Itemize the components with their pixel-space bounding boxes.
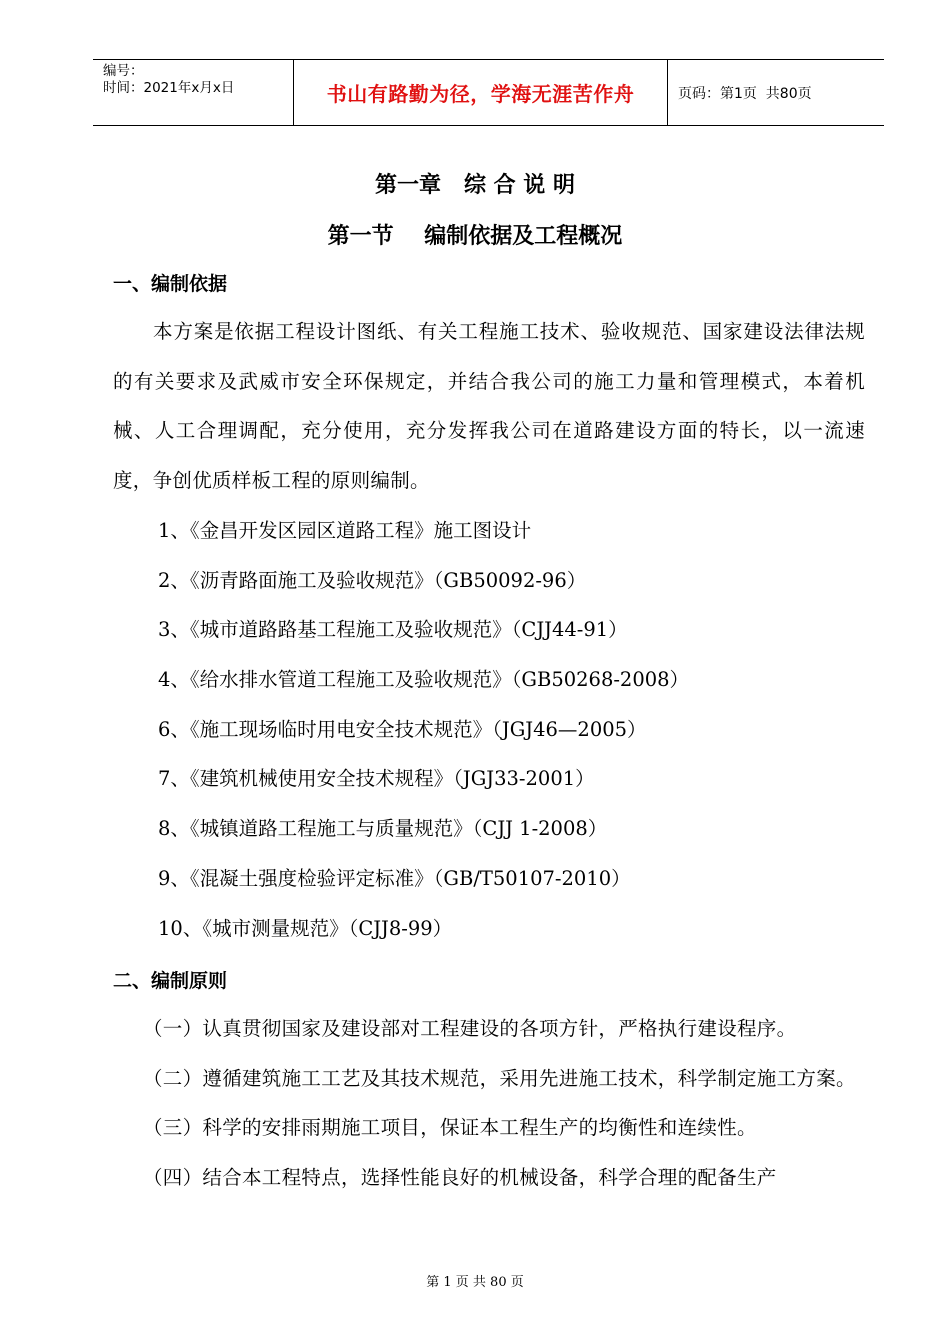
principle-item: （四）结合本工程特点，选择性能良好的机械设备，科学合理的配备生产 xyxy=(143,1165,777,1189)
page-footer: 第 1 页 共 80 页 xyxy=(426,1275,524,1290)
reference-item: 2、《沥青路面施工及验收规范》（GB50092-96） xyxy=(158,568,587,592)
principle-item: （三）科学的安排雨期施工项目，保证本工程生产的均衡性和连续性。 xyxy=(143,1116,757,1139)
header-meta xyxy=(93,60,294,125)
reference-item: 4、《给水排水管道工程施工及验收规范》（GB50268-2008） xyxy=(158,668,690,692)
reference-item: 8、《城镇道路工程施工与质量规范》（CJJ 1-2008） xyxy=(158,817,608,841)
reference-item: 1、《金昌开发区园区道路工程》施工图设计 xyxy=(158,519,532,542)
reference-item: 6、《施工现场临时用电安全技术规范》（JGJ46—2005） xyxy=(158,717,647,741)
basis-intro-paragraph: 本方案是依据工程设计图纸、有关工程施工技术、验收规范、国家建设法律法规的有关要求及武威市安全环保规定，并结合我公司的施工力量和管理模式，本着机械、人工合理调配，充分使用，充分发挥我公司在道路建设方面的特长，以一流速度，争创优质样板工程的原则编制。 xyxy=(113,320,865,492)
page-header xyxy=(93,59,884,126)
reference-item: 10、《城市测量规范》（CJJ8-99） xyxy=(158,916,453,940)
reference-item: 9、《混凝土强度检验评定标准》（GB/T50107-2010） xyxy=(158,866,631,890)
principle-item: （二）遵循建筑施工工艺及其技术规范，采用先进施工技术，科学制定施工方案。 xyxy=(143,1066,856,1090)
basis-heading: 一、编制依据 xyxy=(113,273,228,295)
document-time: 时间：2021年x月x日 xyxy=(103,80,235,96)
header-page-info xyxy=(668,60,884,125)
section-title: 第一节 编制依据及工程概况 xyxy=(327,224,623,249)
reference-item: 3、《城市道路路基工程施工及验收规范》（CJJ44-91） xyxy=(158,618,628,642)
reference-item: 7、《建筑机械使用安全技术规程》（JGJ33-2001） xyxy=(158,767,595,791)
header-motto: 书山有路勤为径，学海无涯苦作舟 xyxy=(294,60,668,125)
header-page-info-text: 页码：第1页 共80页 xyxy=(678,85,812,102)
principles-list xyxy=(113,1004,865,1202)
principle-item: （一）认真贯彻国家及建设部对工程建设的各项方针，严格执行建设程序。 xyxy=(143,1017,797,1040)
chapter-title: 第一章 综 合 说 明 xyxy=(375,173,575,198)
document-number-label: 编号： xyxy=(103,63,144,79)
reference-list xyxy=(158,506,689,953)
principles-heading: 二、编制原则 xyxy=(113,970,228,992)
